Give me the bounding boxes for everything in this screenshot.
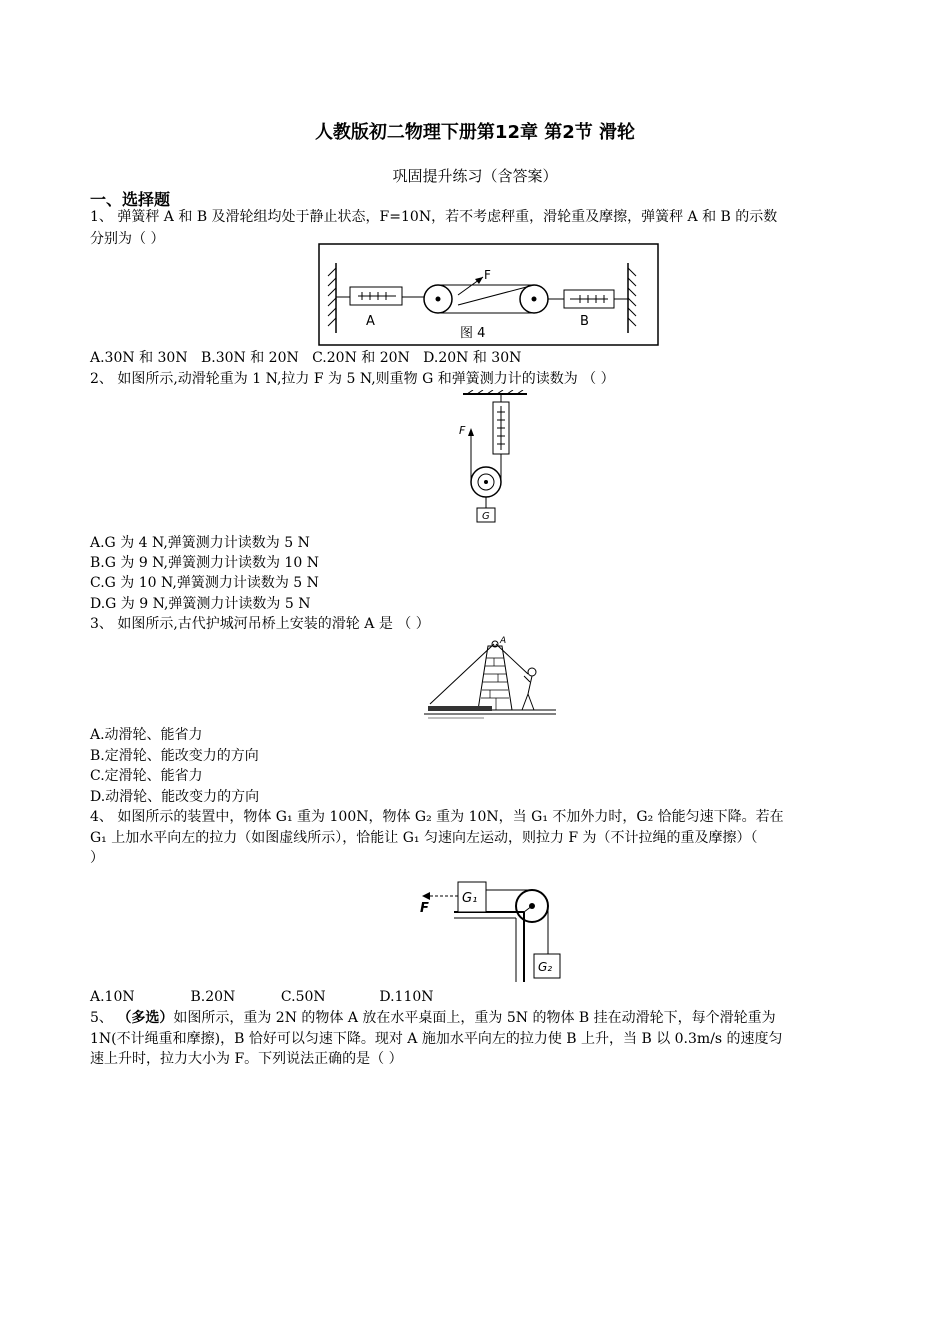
q1-option-b[interactable]: B.30N 和 20N [200, 350, 299, 366]
section-heading: 一、选择题 [90, 190, 171, 209]
q4-figure-table-pulley [418, 868, 566, 986]
page-subtitle: 巩固提升练习（含答案） [392, 167, 558, 185]
q4-options [90, 987, 434, 1007]
q3-figure-drawbridge [424, 634, 556, 722]
q5-stem-line2: 1N(不计绳重和摩擦)，B 恰好可以匀速下降。现对 A 施加水平向左的拉力使 B 上升，当 B 以 0.3m/s 的速度匀 [90, 1031, 783, 1047]
q1-option-a[interactable]: A.30N 和 30N [90, 350, 188, 366]
q5-stem-text: 如图所示，重为 2N 的物体 A 放在水平桌面上，重为 5N 的物体 B 挂在动滑轮下，每个滑轮重为 [173, 1010, 776, 1026]
q1-stem-line2: 分别为（ ） [90, 231, 165, 247]
q4-figure-label-g2: G₂ [538, 960, 553, 974]
q2-figure-label-f: F [459, 424, 466, 437]
q5-number: 5、 [90, 1010, 118, 1026]
q2-option-b[interactable]: B.G 为 9 N,弹簧测力计读数为 10 N [90, 555, 319, 571]
q2-option-d[interactable]: D.G 为 9 N,弹簧测力计读数为 5 N [90, 596, 311, 612]
q3-option-c[interactable]: C.定滑轮、能省力 [90, 768, 203, 784]
q1-figure-pulley-system [318, 243, 660, 347]
q2-figure-label-g: G [482, 511, 490, 522]
q3-option-d[interactable]: D.动滑轮、能改变力的方向 [90, 789, 260, 805]
q5-stem-line3: 速上升时，拉力大小为 F。下列说法正确的是（ ） [90, 1051, 403, 1067]
q4-option-c[interactable]: C.50N [280, 989, 326, 1005]
q4-option-b[interactable]: B.20N [190, 989, 236, 1005]
q1-options [90, 348, 521, 368]
q1-figure-label-b: B [580, 314, 589, 329]
q2-option-a[interactable]: A.G 为 4 N,弹簧测力计读数为 5 N [90, 535, 310, 551]
q4-figure-label-f: F [420, 901, 429, 916]
q3-stem: 3、 如图所示,古代护城河吊桥上安装的滑轮 A 是 （ ） [90, 616, 430, 632]
q4-stem-line2: G₁ 上加水平向左的拉力（如图虚线所示），恰能让 G₁ 匀速向左运动，则拉力 F 为（不计拉绳的重及摩擦）（ [90, 830, 758, 846]
q2-stem: 2、 如图所示,动滑轮重为 1 N,拉力 F 为 5 N,则重物 G 和弹簧测力计的读数为 （ ） [90, 371, 615, 387]
q2-figure-dynamic-pulley [455, 390, 535, 526]
q3-figure-label-a: A [500, 636, 507, 646]
q5-stem-line1 [90, 1008, 776, 1028]
q4-stem-line1: 4、 如图所示的装置中，物体 G₁ 重为 100N，物体 G₂ 重为 10N，当 G₁ 不加外力时，G₂ 恰能匀速下降。若在 [90, 809, 784, 825]
q1-figure-label-f: F [484, 268, 491, 282]
q4-stem-line3: ） [90, 850, 104, 866]
q4-option-a[interactable]: A.10N [90, 989, 135, 1005]
q1-figure-caption: 图 4 [460, 326, 486, 341]
q3-option-b[interactable]: B.定滑轮、能改变力的方向 [90, 748, 259, 764]
q4-figure-label-g1: G₁ [462, 891, 478, 906]
q1-figure-label-a: A [366, 314, 375, 329]
q3-option-a[interactable]: A.动滑轮、能省力 [90, 727, 203, 743]
page-title: 人教版初二物理下册第12章 第2节 滑轮 [314, 122, 636, 143]
q1-stem-line1: 1、 弹簧秤 A 和 B 及滑轮组均处于静止状态，F=10N，若不考虑秤重，滑轮重及摩擦，弹簧秤 A 和 B 的示数 [90, 209, 778, 225]
q4-option-d[interactable]: D.110N [379, 989, 434, 1005]
q2-option-c[interactable]: C.G 为 10 N,弹簧测力计读数为 5 N [90, 575, 319, 591]
q5-multi-select-tag: （多选） [117, 1010, 174, 1026]
q1-option-d[interactable]: D.20N 和 30N [423, 350, 522, 366]
q1-option-c[interactable]: C.20N 和 20N [312, 350, 410, 366]
